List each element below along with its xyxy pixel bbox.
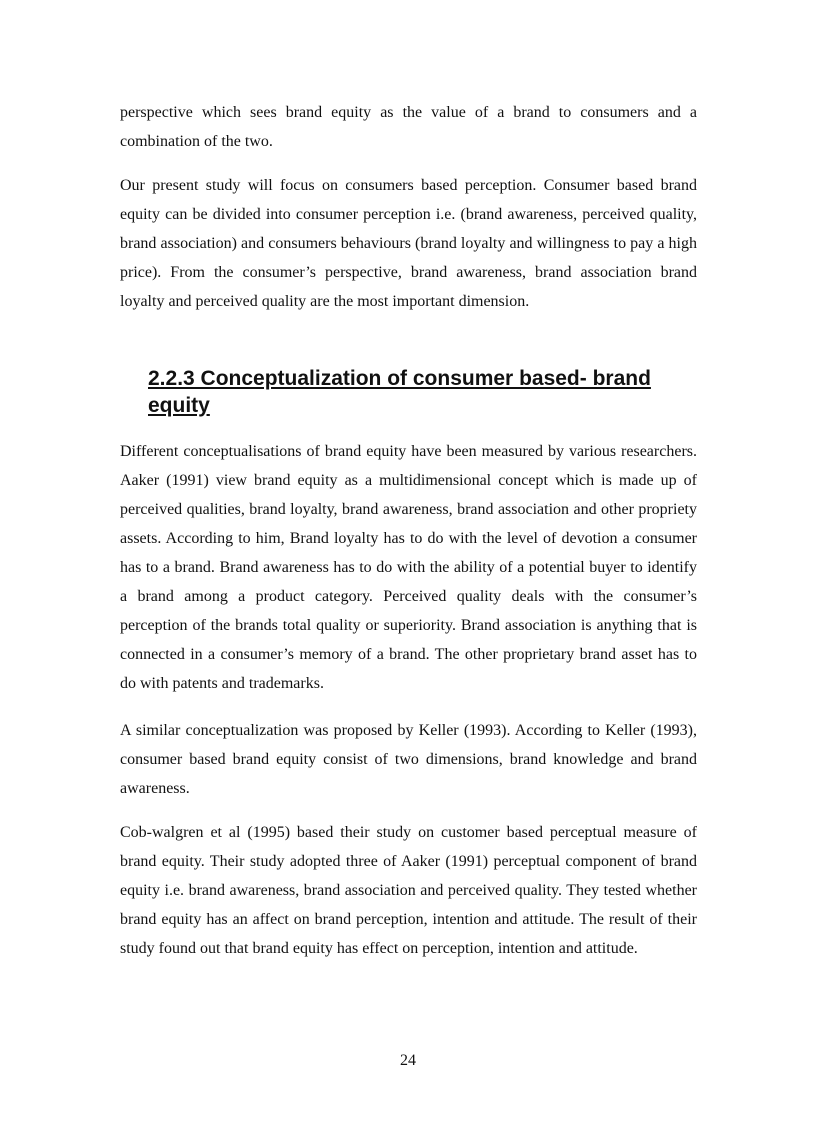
- text-line: A similar conceptualization was proposed by Keller (1993). According to Keller (1993),: [120, 722, 697, 739]
- heading-line-2: equity: [148, 394, 210, 417]
- paragraph-5: [120, 818, 697, 963]
- text-line: a brand among a product category. Perceived quality deals with the consumer’s: [120, 588, 697, 605]
- text-line: combination of the two.: [120, 133, 273, 150]
- text-line: do with patents and trademarks.: [120, 675, 324, 692]
- text-line: brand equity. Their study adopted three of Aaker (1991) perceptual component of brand: [120, 853, 697, 870]
- text-line: has to a brand. Brand awareness has to do with the ability of a potential buyer to identify: [120, 559, 697, 576]
- section-heading: [148, 365, 688, 419]
- text-line: assets. According to him, Brand loyalty has to do with the level of devotion a consumer: [120, 530, 697, 547]
- text-line: study found out that brand equity has effect on perception, intention and attitude.: [120, 940, 638, 957]
- page-number: 24: [400, 1052, 416, 1069]
- text-line: connected in a consumer’s memory of a brand. The other proprietary brand asset has to: [120, 646, 697, 663]
- text-line: loyalty and perceived quality are the most important dimension.: [120, 293, 530, 310]
- text-line: perception of the brands total quality or superiority. Brand association is anything that is: [120, 617, 697, 634]
- text-line: perspective which sees brand equity as the value of a brand to consumers and a: [120, 104, 697, 121]
- text-line: price). From the consumer’s perspective, brand awareness, brand association brand: [120, 264, 697, 281]
- text-line: equity can be divided into consumer perception i.e. (brand awareness, perceived quality,: [120, 206, 697, 223]
- paragraph-4: [120, 716, 697, 803]
- text-line: equity i.e. brand awareness, brand association and perceived quality. They tested whether: [120, 882, 697, 899]
- text-line: perceived qualities, brand loyalty, brand awareness, brand association and other propriety: [120, 501, 697, 518]
- text-line: brand equity has an affect on brand perception, intention and attitude. The result of their: [120, 911, 697, 928]
- text-line: brand association) and consumers behaviours (brand loyalty and willingness to pay a high: [120, 235, 697, 252]
- paragraph-1: [120, 98, 697, 156]
- heading-line-1: 2.2.3 Conceptualization of consumer based- brand: [148, 367, 651, 390]
- text-line: Cob-walgren et al (1995) based their study on customer based perceptual measure of: [120, 824, 697, 841]
- text-line: Our present study will focus on consumers based perception. Consumer based brand: [120, 177, 697, 194]
- paragraph-2: [120, 171, 697, 316]
- text-line: consumer based brand equity consist of two dimensions, brand knowledge and brand: [120, 751, 697, 768]
- paragraph-3: [120, 437, 697, 698]
- text-line: Different conceptualisations of brand equity have been measured by various researchers.: [120, 443, 697, 460]
- text-line: Aaker (1991) view brand equity as a multidimensional concept which is made up of: [120, 472, 697, 489]
- text-line: awareness.: [120, 780, 190, 797]
